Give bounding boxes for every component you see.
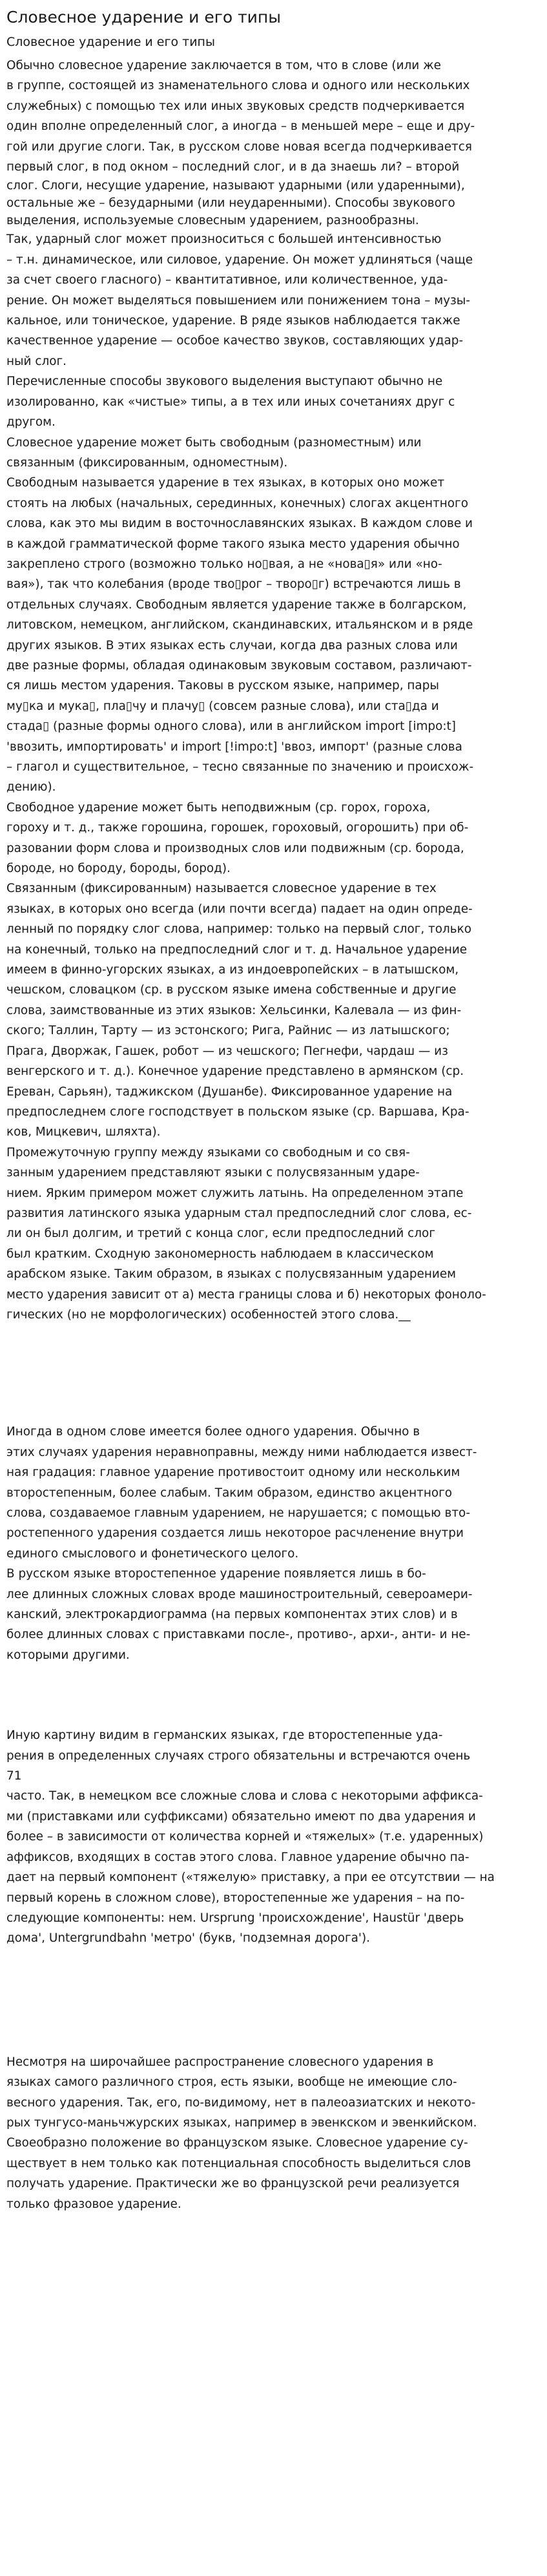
text-line: других языков. В этих языках есть случаи, когда два разных слова или bbox=[6, 638, 458, 652]
section-germanic-stress bbox=[6, 1725, 541, 1948]
text-line: ленный по порядку слог слова, например: только на первый слог, только bbox=[6, 922, 471, 937]
text-line: лее длинных сложных словах вроде машиностроительный, североамери- bbox=[6, 1587, 473, 1601]
text-line: Несмотря на широчайшее распространение словесного ударения в bbox=[6, 2055, 434, 2069]
text-line: ского; Таллин, Тарту — из эстонского; Рига, Райнис — из латышского; bbox=[6, 1024, 450, 1038]
text-line: гических (но не морфологических) особенностей этого слова.__ bbox=[6, 1307, 411, 1322]
text-line: ся лишь местом ударения. Таковы в русском языке, например, пары bbox=[6, 679, 439, 693]
text-line: в каждой грамматической форме такого языка место ударения обычно bbox=[6, 537, 460, 551]
text-line: – глагол и существительное, – тесно связанные по значению и происхож- bbox=[6, 760, 474, 774]
text-line: нием. Ярким примером может служить латынь. На определенном этапе bbox=[6, 1186, 464, 1200]
text-line: рение. Он может выделяться повышением или понижением тона – музы- bbox=[6, 293, 470, 307]
text-line: один вполне определенный слог, а иногда – в меньшей мере – еще и дру- bbox=[6, 119, 475, 134]
text-line: дома', Untergrundbahn 'метро' (букв, 'подземная дорога'). bbox=[6, 1931, 370, 1946]
text-line: ростепенного ударения создается лишь некоторое расчленение внутри bbox=[6, 1526, 464, 1541]
text-line: Промежуточную группу между языками со свободным и со свя- bbox=[6, 1145, 410, 1159]
text-line: Свободное ударение может быть неподвижным (ср. горох, гороха, bbox=[6, 800, 431, 815]
text-line: закреплено строго (возможно только но▯вая, а не «нова▯я» или «но- bbox=[6, 557, 442, 571]
text-line: – т.н. динамическое, или силовое, ударение. Он может удлиняться (чаще bbox=[6, 253, 473, 267]
text-line: выделения, используемые словесным ударением, разнообразны. bbox=[6, 214, 419, 228]
page-subtitle: Словесное ударение и его типы bbox=[6, 35, 215, 49]
text-line: место ударения зависит от а) места границы слова и б) некоторых фоноло- bbox=[6, 1287, 486, 1302]
text-line: первый слог, в под окном – последний слог, и в да знаешь ли? – второй bbox=[6, 160, 460, 174]
text-line: бороде, но бороду, бороды, бород). bbox=[6, 862, 231, 876]
spacer bbox=[6, 1665, 541, 1725]
text-line: Словесное ударение может быть свободным (разноместным) или bbox=[6, 435, 422, 450]
text-line: ный слог. bbox=[6, 354, 67, 368]
text-line: гой или другие слоги. Так, в русском слове новая всегда подчеркивается bbox=[6, 140, 472, 154]
text-line: 71 bbox=[6, 1769, 22, 1783]
text-line: качественное ударение — особое качество звуков, составляющих удар- bbox=[6, 334, 464, 348]
text-line: гороху и т. д., также горошина, горошек, гороховый, огорошить) при об- bbox=[6, 821, 469, 835]
text-line: связанным (фиксированным, одноместным). bbox=[6, 455, 288, 470]
text-line: Иногда в одном слове имеется более одного ударения. Обычно в bbox=[6, 1425, 420, 1439]
text-line: единого смыслового и фонетического целого. bbox=[6, 1546, 299, 1561]
text-line: Обычно словесное ударение заключается в том, что в слове (или же bbox=[6, 59, 441, 72]
text-line: развития латинского языка ударным стал предпоследний слог слова, ес- bbox=[6, 1206, 472, 1220]
text-line: Прага, Дворжак, Гашек, робот — из чешского; Пегнефи, чардаш — из bbox=[6, 1044, 448, 1058]
section-no-stress bbox=[6, 2052, 541, 2214]
text-line: Ереван, Сарьян), таджикском (Душанбе). Фиксированное ударение на bbox=[6, 1085, 453, 1099]
text-line: арабском языке. Таким образом, в языках с полусвязанным ударением bbox=[6, 1267, 457, 1282]
section-intro bbox=[6, 56, 541, 229]
page-title: Словесное ударение и его типы bbox=[6, 8, 281, 26]
text-line: отдельных случаях. Свободным является ударение также в болгарском, bbox=[6, 597, 467, 612]
text-line: чешском, словацком (ср. в русском языке имена собственные и другие bbox=[6, 983, 457, 997]
text-line: рых тунгусо-маньчжурских языках, например в эвенкском и эвенкийском. bbox=[6, 2115, 477, 2130]
text-line: получать ударение. Практически же во французской речи реализуется bbox=[6, 2177, 460, 2191]
text-line: слова, создаваемое главным ударением, не нарушается; с помощью вто- bbox=[6, 1506, 470, 1520]
text-line: две разные формы, обладая одинаковым звуковым составом, различают- bbox=[6, 658, 472, 672]
text-line: в группе, состоящей из знаменательного слова и одного или нескольких bbox=[6, 79, 470, 93]
text-line: Иную картину видим в германских языках, где второстепенные уда- bbox=[6, 1729, 443, 1743]
text-line: слог. Слоги, несущие ударение, называют ударными (или ударенными), bbox=[6, 179, 465, 193]
text-line: В русском языке второстепенное ударение появляется лишь в бо- bbox=[6, 1567, 426, 1581]
text-line: остальные же – безударными (или неударенными). Способы звукового bbox=[6, 196, 455, 211]
text-line: канский, электрокардиограмма (на первых компонентах этих слов) и в bbox=[6, 1608, 458, 1622]
text-line: ков, Мицкевич, шляхта). bbox=[6, 1125, 161, 1139]
text-line: ми (приставками или суффиксами) обязательно имеют по два ударения и bbox=[6, 1809, 476, 1823]
text-line: му▯ка и мука▯, пла▯чу и плачу▯ (совсем разные слова), или ста▯да и bbox=[6, 699, 439, 713]
text-line: ли он был долгим, и третий с конца слог, если предпоследний слог bbox=[6, 1227, 435, 1241]
text-line: дению). bbox=[6, 780, 56, 795]
text-line: был кратким. Сходную закономерность наблюдаем в классическом bbox=[6, 1247, 434, 1261]
text-line: слова, как это мы видим в восточнославянских языках. В каждом слове и bbox=[6, 517, 473, 531]
text-line: имеем в финно-угорских языках, а из индоевропейских – в латышском, bbox=[6, 963, 459, 977]
text-line: Свободным называется ударение в тех языках, в которых оно может bbox=[6, 476, 445, 490]
text-line: стоять на любых (начальных, серединных, конечных) слогах акцентного bbox=[6, 496, 468, 510]
text-line: литовском, немецком, английском, скандинавских, итальянском и в ряде bbox=[6, 618, 473, 632]
text-line: изолированно, как «чистые» типы, а в тех или иных сочетаниях друг с bbox=[6, 395, 455, 409]
section-secondary-stress bbox=[6, 1422, 541, 1665]
text-line: венгерского и т. д.). Конечное ударение представлено в армянском (ср. bbox=[6, 1065, 464, 1079]
text-line: 'ввозить, импортировать' и import [!impo:t] 'ввоз, импорт' (разные слова bbox=[6, 740, 462, 754]
text-line: другом. bbox=[6, 415, 56, 430]
spacer bbox=[6, 1325, 541, 1422]
text-line: аффиксов, входящих в состав этого слова. Главное ударение обычно па- bbox=[6, 1850, 470, 1864]
text-line: языках, в которых оно всегда (или почти всегда) падает на один опреде- bbox=[6, 902, 473, 916]
text-line: Своеобразно положение во французском языке. Словесное ударение су- bbox=[6, 2136, 468, 2150]
text-line: разовании форм слова и производных слов или подвижным (ср. борода, bbox=[6, 841, 464, 855]
text-line: следующие компоненты: нем. Ursprung 'происхождение', Haustür 'дверь bbox=[6, 1911, 464, 1925]
text-line: Связанным (фиксированным) называется словесное ударение в тех bbox=[6, 882, 437, 896]
text-line: кальное, или тоническое, ударение. В ряде языков наблюдается также bbox=[6, 314, 460, 328]
text-line: первый корень в сложном слове), второстепенные же ударения – на по- bbox=[6, 1891, 465, 1905]
text-line: вая»), так что колебания (вроде тво▯рог – творо▯г) встречаются лишь в bbox=[6, 577, 461, 592]
text-line: которыми другими. bbox=[6, 1648, 130, 1662]
text-line: более – в зависимости от количества корней и «тяжелых» (т.е. ударенных) bbox=[6, 1830, 484, 1844]
text-line: дает на первый компонент («тяжелую» приставку, а при ее отсутствии — на bbox=[6, 1871, 495, 1885]
section-stress-types bbox=[6, 229, 541, 1325]
text-line: Перечисленные способы звукового выделения выступают обычно не bbox=[6, 375, 443, 389]
text-line: ная градация: главное ударение противостоит одному или нескольким bbox=[6, 1466, 460, 1480]
text-line: предпоследнем слоге господствует в польском языке (ср. Варшава, Кра- bbox=[6, 1105, 470, 1119]
text-line: занным ударением представляют языки с полусвязанным ударе- bbox=[6, 1166, 420, 1180]
text-line: языках самого различного строя, есть языки, вообще не имеющие сло- bbox=[6, 2075, 457, 2090]
text-line: за счет своего гласного) – квантитативное, или количественное, уда- bbox=[6, 273, 448, 287]
text-line: на конечный, только на предпоследний слог и т. д. Начальное ударение bbox=[6, 942, 468, 957]
text-line: служебных) с помощью тех или иных звуковых средств подчеркивается bbox=[6, 99, 465, 113]
text-line: ществует в нем только как потенциальная способность выделиться слов bbox=[6, 2156, 471, 2170]
text-line: часто. Так, в немецком все сложные слова и слова с некоторыми аффикса- bbox=[6, 1789, 483, 1803]
text-line: весного ударения. Так, его, по-видимому, нет в палеоазиатских и некото- bbox=[6, 2095, 476, 2110]
text-line: Так, ударный слог может произноситься с большей интенсивностью bbox=[6, 233, 442, 247]
spacer bbox=[6, 1949, 541, 2052]
text-line: второстепенным, более слабым. Таким образом, единство акцентного bbox=[6, 1486, 453, 1500]
text-line: более длинных словах с приставками после-, противо-, архи-, анти- и не- bbox=[6, 1628, 471, 1642]
text-line: стада▯ (разные формы одного слова), или в английском import [impo:t] bbox=[6, 720, 456, 734]
text-line: рения в определенных случаях строго обязательны и встречаются очень bbox=[6, 1749, 471, 1763]
text-line: этих случаях ударения неравноправны, между ними наблюдается извест- bbox=[6, 1445, 477, 1459]
text-line: слова, заимствованные из этих языков: Хельсинки, Калевала — из фин- bbox=[6, 1003, 462, 1017]
text-line: только фразовое ударение. bbox=[6, 2197, 181, 2211]
